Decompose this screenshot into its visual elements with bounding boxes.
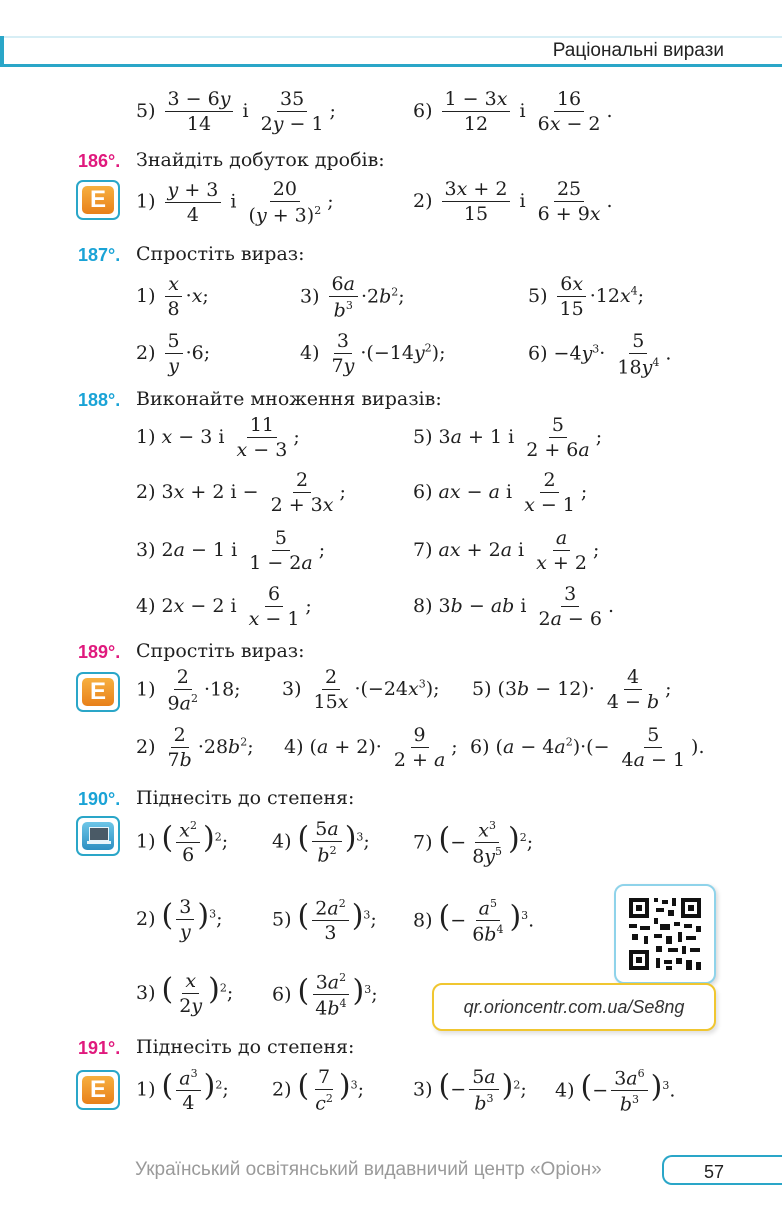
item-187-4: 4) $\frac{3}{7y}$ $\cdot(-14y^2)$; [300,330,446,377]
item-189-3: 3) $\frac{2}{15x}$ $\cdot(-24x^3)$; [282,666,440,713]
e-icon: E [82,1076,114,1104]
task-189-text: Спростіть вираз: [136,640,305,662]
task-number-190: 190°. [78,789,121,809]
item-190-6: 6) ( $\frac{3a^2}{4b^4}$ )$^3$; [272,971,378,1020]
item-187-6: $6) -4y^3\cdot$ $\frac{5}{18y^4}$ . [528,330,672,379]
task-number-187: 187°. [78,245,121,265]
item-185-6: 6) $\frac{1 - 3x}{12}$ і $\frac{16}{6x - 2}$ . [413,88,613,135]
item-187-1: 1) $\frac{x}{8}$ ·x; [136,273,209,320]
item-191-1: 1) ( $\frac{a^3}{4}$ )$^2$; [136,1067,229,1115]
item-186-2: 2) $\frac{3x + 2}{15}$ і $\frac{25}{6 + 9x}$ . [413,178,613,225]
qr-link[interactable]: qr.orioncentr.com.ua/Se8ng [432,983,716,1031]
item-190-7: 7) (− $\frac{x^3}{8y^5}$ )$^2$; [413,819,534,868]
task-187-text: Спростіть вираз: [136,243,305,265]
item-188-6: 6) ax − a і $\frac{2}{x - 1}$ ; [413,469,588,516]
item-191-4: 4) (− $\frac{3a^6}{b^3}$ )$^3$. [555,1067,676,1116]
exercise-badge-191 [76,1070,120,1110]
item-189-6: 6) $(a - 4a^2)\cdot(-$ $\frac{5}{4a - 1}$ ). [470,724,705,771]
header-left-border [0,36,4,66]
item-188-7: 7) ax + 2a і $\frac{a}{x + 2}$ ; [413,527,600,574]
item-190-1: 1) ( $\frac{x^2}{6}$ )$^2$; [136,819,229,867]
item-188-1: 1) x − 3 і $\frac{11}{x - 3}$ ; [136,414,300,461]
item-191-3: 3) (− $\frac{5a}{b^3}$ )$^2$; [413,1066,527,1115]
item-185-5: 5) $\frac{3 - 6y}{14}$ і $\frac{35}{2y - 1}$ ; [136,88,336,135]
item-188-4: 4) 2x − 2 і $\frac{6}{x - 1}$ ; [136,583,312,630]
item-190-5: 5) ( $\frac{2a^2}{3}$ )$^3$; [272,897,377,945]
exercise-badge-186 [76,180,120,220]
item-191-2: 2) ( $\frac{7}{c^2}$ )$^3$; [272,1066,365,1115]
item-190-3: 3) ( $\frac{x}{2y}$ )$^2$; [136,970,234,1017]
running-header-title: Раціональні вирази [552,40,724,61]
footer-publisher: Український освітянський видавничий центр «Оріон» [135,1159,602,1180]
item-188-5: 5) 3a + 1 і $\frac{5}{2 + 6a}$ ; [413,414,603,461]
task-number-191: 191°. [78,1038,121,1058]
item-190-4: 4) ( $\frac{5a}{b^2}$ )$^3$; [272,818,370,867]
task-190-text: Піднесіть до степеня: [136,787,355,809]
item-190-8: 8) (− $\frac{a^5}{6b^4}$ )$^3$. [413,897,535,946]
qr-code-box[interactable] [614,884,716,984]
task-191-text: Піднесіть до степеня: [136,1036,355,1058]
task-188-text: Виконайте множення виразів: [136,388,442,410]
computer-badge-190 [76,816,120,856]
item-189-4: 4) (a + 2)· $\frac{9}{2 + a}$ ; [284,724,458,771]
task-number-189: 189°. [78,642,121,662]
e-icon: E [82,678,114,706]
task-186-text: Знайдіть добуток дробів: [136,149,385,171]
item-186-1: 1) $\frac{y + 3}{4}$ і $\frac{20}{(y + 3)^2}$ ; [136,178,334,227]
item-189-1: 1) $\frac{2}{9a^2}$ ·18; [136,666,241,715]
page-number: 57 [662,1155,782,1185]
qr-code-icon [616,886,714,982]
task-number-188: 188°. [78,390,121,410]
e-icon: E [82,186,114,214]
exercise-badge-189 [76,672,120,712]
header-rule [0,64,782,67]
item-188-3: 3) 2a − 1 і $\frac{5}{1 - 2a}$ ; [136,527,326,574]
header-top-border [4,36,782,38]
task-number-186: 186°. [78,151,121,171]
item-189-5: 5) (3b − 12)· $\frac{4}{4 - b}$ ; [472,666,672,713]
item-187-5: 5) $\frac{6x}{15}$ $\cdot 12x^4$; [528,273,645,320]
item-188-2: 2) 3x + 2 і − $\frac{2}{2 + 3x}$ ; [136,469,346,516]
item-187-2: 2) $\frac{5}{y}$ ·6; [136,330,211,377]
item-190-2: 2) ( $\frac{3}{y}$ )$^3$; [136,896,223,943]
item-187-3: 3) $\frac{6a}{b^3}$ $\cdot 2b^2$; [300,273,405,322]
item-189-2: 2) $\frac{2}{7b}$ $\cdot 28b^2$; [136,724,254,771]
item-188-8: 8) 3b − ab і $\frac{3}{2a - 6}$ . [413,583,615,630]
